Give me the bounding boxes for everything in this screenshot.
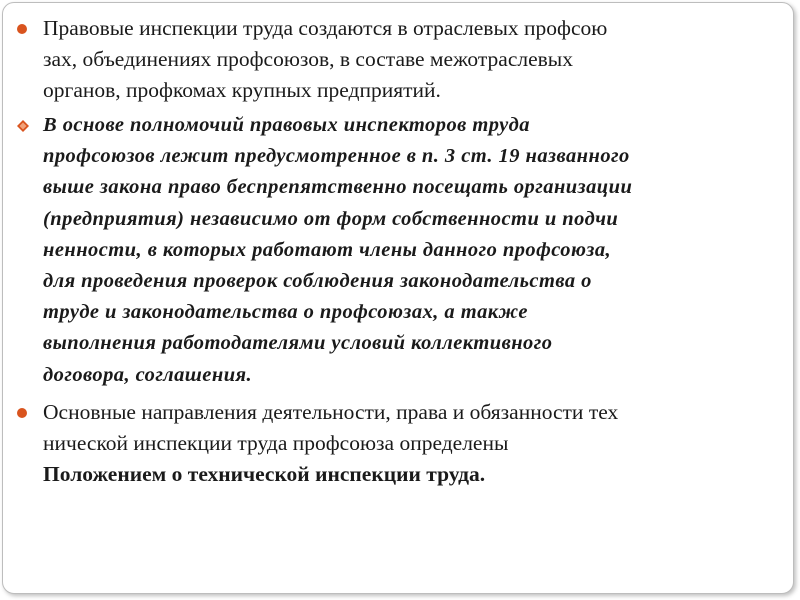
circle-bullet-icon (17, 24, 27, 34)
bullet-paragraph-2 (17, 110, 789, 391)
paragraph-2-line-8: выполнения работодателями условий коллективного (43, 332, 553, 355)
paragraph-3-line-2: нической инспекции труда профсоюза определены (43, 430, 509, 455)
circle-bullet-icon (17, 408, 27, 418)
slide-frame (2, 2, 794, 594)
paragraph-2-line-3: выше закона право беспрепятственно посещать организации (43, 176, 633, 199)
paragraph-2-line-7: труде и законодательства о профсоюзах, а также (43, 301, 528, 324)
bullet-paragraph-3 (17, 397, 789, 490)
slide-content (17, 13, 789, 490)
paragraph-1-line-1: Правовые инспекции труда создаются в отраслевых профсою (43, 16, 608, 40)
paragraph-3-bold-line: Положением о технической инспекции труда. (43, 461, 486, 486)
paragraph-2-line-6: для проведения проверок соблюдения законодательства о (43, 270, 592, 293)
paragraph-2-line-2: профсоюзов лежит предусмотренное в п. 3 ст. 19 названного (43, 145, 630, 168)
bullet-paragraph-1 (17, 13, 789, 106)
paragraph-1-line-3: органов, профкомах крупных предприятий. (43, 78, 441, 102)
paragraph-2-line-9: договора, соглашения. (43, 363, 253, 386)
paragraph-2-line-4: (предприятия) независимо от форм собственности и подчи (43, 207, 619, 230)
diamond-bullet-icon (17, 120, 29, 132)
paragraph-2-line-1: В основе полномочий правовых инспекторов труда (43, 114, 530, 136)
paragraph-3-line-1: Основные направления деятельности, права и обязанности тех (43, 399, 619, 424)
paragraph-2-line-5: ненности, в которых работают члены данного профсоюза, (43, 238, 612, 261)
paragraph-1-line-2: зах, объединениях профсоюзов, в составе межотраслевых (43, 47, 573, 71)
